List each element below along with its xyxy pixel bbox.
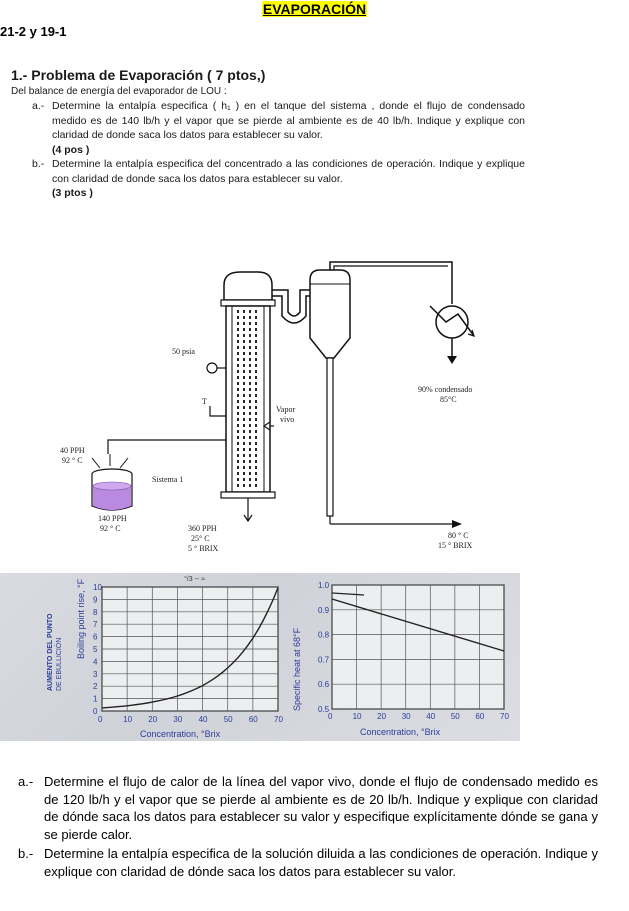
vapor-loss-temp: 92 ° C (62, 456, 83, 465)
pressure-gauge-icon (207, 363, 217, 373)
flash-vapor-icon (92, 454, 128, 468)
x-tick-label: 50 (223, 715, 233, 724)
arrow-right-icon (452, 520, 462, 528)
y-tick-label: 0.5 (318, 705, 330, 714)
evaporator-shell (226, 306, 270, 492)
question-b (18, 845, 598, 880)
separator-vessel (310, 270, 350, 358)
item-text: Determine la entalpía especifica ( h₁ ) en el tanque del sistema , donde el flujo de condensado medido es de 140 lb/h y el vapor que se pierde al ambiente es de 40 lb/h. Indique y explique con claridad de donde saca los datos para establecer su valor. (52, 100, 525, 141)
x-tick-label: 40 (426, 712, 436, 721)
y-tick-label: 0.9 (318, 605, 330, 615)
question-text: Determine la entalpía especifica de la solución diluida a las condiciones de operación. Indique y explique con claridad de dónde saca los datos para establecer su valor. (44, 846, 598, 879)
y-tick-label: 2 (93, 682, 98, 692)
x-tick-label: 10 (123, 715, 133, 724)
x-tick-label: 70 (274, 715, 283, 724)
y-tick-label: 10 (93, 583, 102, 592)
x-tick-label: 10 (352, 712, 362, 721)
y-tick-label: 1 (93, 694, 98, 704)
question-a (18, 773, 598, 843)
item-label: a.- (32, 100, 45, 112)
right-xlabel: Concentration, °Brix (360, 727, 441, 737)
x-tick-label: 30 (401, 712, 411, 721)
temperature-label: T (202, 397, 207, 406)
left-xlabel: Concentration, °Brix (140, 729, 221, 739)
left-ylabel: Boiling point rise, °F (76, 578, 86, 659)
item-points: (3 ptos ) (52, 187, 93, 199)
x-tick-label: 0 (328, 712, 333, 721)
y-tick-label: 8 (93, 607, 98, 617)
x-tick-label: 50 (450, 712, 460, 721)
product-temp: 80 ° C (448, 531, 469, 540)
charts-svg (0, 573, 520, 741)
condensate-line (108, 440, 226, 454)
item-points: (4 pos ) (52, 143, 90, 156)
feed-flow: 360 PPH (188, 524, 217, 533)
y-tick-label: 6 (93, 632, 98, 642)
steam-label-2: vivo (280, 415, 295, 424)
problem-statement (10, 68, 525, 201)
x-tick-label: 20 (377, 712, 387, 721)
question-label: a.- (18, 774, 34, 789)
item-label: b.- (32, 158, 45, 170)
x-tick-label: 20 (148, 715, 158, 724)
feed-brix: 5 ° BRIX (188, 544, 219, 553)
question-label: b.- (18, 846, 34, 861)
side-note-1: AUMENTO DEL PUNTO (47, 613, 54, 691)
evaporator-diagram (0, 240, 629, 570)
problem-item-b (32, 157, 525, 201)
right-ylabel: Specific heat at 68°F (292, 627, 302, 711)
y-tick-label: 0.8 (318, 630, 330, 640)
side-note-2: DE EBULLICIÓN (56, 637, 63, 691)
evaporator-dome (224, 272, 272, 300)
y-tick-label: 0 (93, 707, 98, 716)
tank-flow: 140 PPH (98, 514, 127, 523)
y-tick-label: 1.0 (318, 581, 330, 590)
y-tick-label: 4 (93, 657, 98, 667)
condensate-temp: 85°C (440, 395, 457, 404)
y-tick-label: 0.6 (318, 680, 330, 690)
page-subtitle: 21-2 y 19-1 (0, 24, 67, 39)
x-tick-label: 60 (248, 715, 258, 724)
feed-temp: 25° C (191, 534, 210, 543)
x-tick-label: 70 (500, 712, 509, 721)
question-text: Determine el flujo de calor de la línea del vapor vivo, donde el flujo de condensado medido es de 120 lb/h y el vapor que se pierde al ambiente es de 20 lb/h. Indique y explique con claridad de dónde saca los datos para establecer su valor y especifique explícitamente dónde se gana y se pierde calor. (44, 774, 598, 842)
condensate-label: 90% condensado (418, 385, 473, 394)
thermometer-icon (210, 406, 226, 416)
questions (18, 773, 598, 882)
x-tick-label: 30 (173, 715, 183, 724)
vapor-pipe (272, 290, 310, 316)
y-tick-label: 7 (93, 620, 98, 630)
x-tick-label: 40 (198, 715, 208, 724)
page-title: EVAPORACIÓN (262, 1, 367, 17)
top-scrawl: °/3 -- ≈ (184, 576, 206, 583)
product-brix: 15 ° BRIX (438, 541, 473, 550)
separator-leg (327, 358, 333, 516)
y-tick-label: 9 (93, 595, 98, 605)
y-tick-label: 3 (93, 669, 98, 679)
y-tick-label: 5 (93, 645, 98, 654)
system-label: Sistema 1 (152, 475, 184, 484)
problem-intro: Del balance de energía del evaporador de LOU : (11, 85, 227, 97)
charts-photo (0, 573, 520, 741)
left-chart (93, 583, 283, 739)
steam-label: Vapor (276, 405, 296, 414)
tank-temp: 92 ° C (100, 524, 121, 533)
x-tick-label: 0 (98, 715, 103, 724)
pressure-label: 50 psia (172, 347, 195, 356)
problem-item-a (32, 99, 525, 157)
problem-heading: 1.- Problema de Evaporación ( 7 ptos,) (11, 67, 266, 83)
x-tick-label: 60 (475, 712, 485, 721)
evaporator-flange (221, 300, 275, 306)
vapor-loss-flow: 40 PPH (60, 446, 85, 455)
right-chart (318, 581, 509, 737)
y-tick-label: 0.7 (318, 655, 330, 665)
evaporator-bottom-flange (221, 492, 275, 498)
arrow-down-icon (447, 356, 457, 364)
item-text: Determine la entalpía especifica del concentrado a las condiciones de operación. Indique y explique con claridad de donde saca los datos para establecer su valor. (52, 158, 525, 185)
